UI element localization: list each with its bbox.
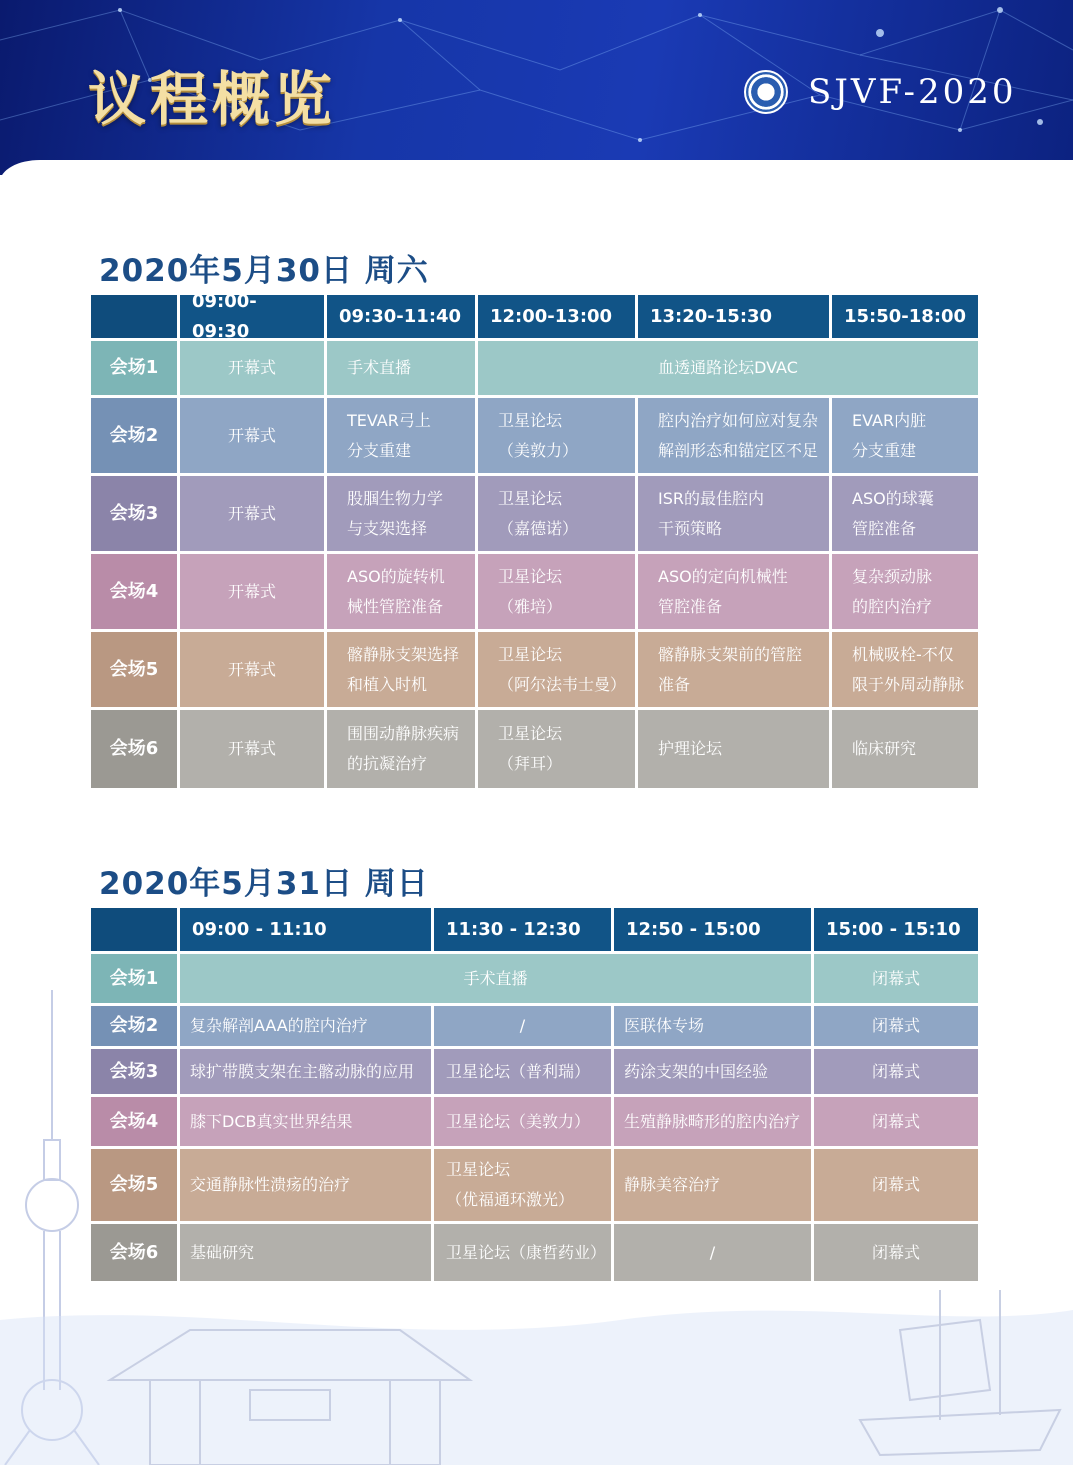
session-line: ASO的球囊 bbox=[852, 488, 934, 508]
session-cell bbox=[478, 710, 635, 788]
session-cell: 开幕式 bbox=[180, 341, 324, 395]
time-header: 13:20-15:30 bbox=[638, 295, 829, 338]
session-cell: 开幕式 bbox=[180, 476, 324, 551]
day2-schedule-table bbox=[91, 908, 978, 1281]
session-line: 械性管腔准备 bbox=[347, 596, 444, 616]
session-cell: 开幕式 bbox=[180, 710, 324, 788]
session-line: ISR的最佳腔内 bbox=[658, 488, 764, 508]
session-line: 管腔准备 bbox=[852, 518, 917, 538]
session-cell: 卫星论坛（普利瑞） bbox=[434, 1049, 611, 1094]
venue-label: 会场5 bbox=[91, 632, 177, 707]
session-cell: / bbox=[614, 1224, 811, 1281]
session-line: 管腔准备 bbox=[658, 596, 723, 616]
session-cell: 闭幕式 bbox=[814, 1224, 978, 1281]
venue-label: 会场4 bbox=[91, 1097, 177, 1146]
session-cell bbox=[832, 554, 978, 629]
session-cell bbox=[638, 476, 829, 551]
session-line: 卫星论坛 bbox=[446, 1160, 511, 1179]
header-corner bbox=[91, 295, 177, 338]
day1-schedule-table bbox=[91, 290, 978, 788]
session-cell bbox=[327, 476, 475, 551]
session-line: （拜耳） bbox=[498, 754, 563, 773]
session-cell bbox=[434, 1149, 611, 1221]
session-cell bbox=[832, 632, 978, 707]
session-cell bbox=[327, 554, 475, 629]
session-cell: / bbox=[434, 1006, 611, 1046]
session-line: 分支重建 bbox=[347, 440, 412, 460]
session-cell: 闭幕式 bbox=[814, 1097, 978, 1146]
page-title: 议程概览 bbox=[88, 65, 337, 133]
session-cell bbox=[638, 632, 829, 707]
session-line: 机械吸栓-不仅 bbox=[852, 644, 954, 664]
session-cell bbox=[638, 398, 829, 473]
venue-label: 会场2 bbox=[91, 1006, 177, 1046]
time-header: 11:30 - 12:30 bbox=[434, 908, 611, 951]
session-cell bbox=[478, 554, 635, 629]
session-cell: 开幕式 bbox=[180, 554, 324, 629]
session-line: 和植入时机 bbox=[347, 674, 428, 694]
session-line: ASO的定向机械性 bbox=[658, 566, 788, 586]
session-cell: 临床研究 bbox=[832, 710, 978, 788]
time-header: 15:50-18:00 bbox=[832, 295, 978, 338]
time-header: 12:00-13:00 bbox=[478, 295, 635, 338]
time-header: 09:00-09:30 bbox=[180, 295, 324, 338]
venue-label: 会场1 bbox=[91, 954, 177, 1003]
session-line: （雅培） bbox=[498, 596, 563, 616]
university-logo-icon bbox=[744, 70, 788, 114]
session-cell: 复杂解剖AAA的腔内治疗 bbox=[180, 1006, 431, 1046]
session-cell bbox=[638, 554, 829, 629]
session-line: EVAR内脏 bbox=[852, 410, 927, 430]
session-line: （阿尔法韦士曼） bbox=[498, 674, 627, 694]
venue-label: 会场3 bbox=[91, 476, 177, 551]
session-line: 髂静脉支架选择 bbox=[347, 644, 460, 664]
session-line: 分支重建 bbox=[852, 440, 917, 460]
session-line: 卫星论坛 bbox=[498, 566, 563, 586]
time-header: 12:50 - 15:00 bbox=[614, 908, 811, 951]
session-line: 准备 bbox=[658, 674, 691, 694]
session-cell: 开幕式 bbox=[180, 632, 324, 707]
session-line: （美敦力） bbox=[498, 440, 579, 460]
time-header: 09:00 - 11:10 bbox=[180, 908, 431, 951]
session-line: 的抗凝治疗 bbox=[347, 754, 428, 773]
banner-curve bbox=[0, 160, 1073, 175]
session-line: 股腘生物力学 bbox=[347, 488, 444, 508]
time-header: 09:30-11:40 bbox=[327, 295, 475, 338]
session-cell: 基础研究 bbox=[180, 1224, 431, 1281]
session-cell: 交通静脉性溃疡的治疗 bbox=[180, 1149, 431, 1221]
session-cell: 闭幕式 bbox=[814, 1049, 978, 1094]
session-cell bbox=[832, 476, 978, 551]
session-line: 髂静脉支架前的管腔 bbox=[658, 644, 803, 664]
session-cell: 医联体专场 bbox=[614, 1006, 811, 1046]
session-line: ASO的旋转机 bbox=[347, 566, 445, 586]
time-header: 15:00 - 15:10 bbox=[814, 908, 978, 951]
brand-text: SJVF-2020 bbox=[808, 72, 1017, 112]
session-line: 卫星论坛 bbox=[498, 410, 563, 430]
session-cell: 闭幕式 bbox=[814, 954, 978, 1003]
session-line: 围围动静脉疾病 bbox=[347, 724, 460, 743]
session-line: 干预策略 bbox=[658, 518, 723, 538]
session-line: （优福通环激光） bbox=[446, 1190, 575, 1209]
session-cell bbox=[478, 398, 635, 473]
session-cell: 膝下DCB真实世界结果 bbox=[180, 1097, 431, 1146]
session-line: 与支架选择 bbox=[347, 518, 428, 538]
venue-label: 会场4 bbox=[91, 554, 177, 629]
session-cell bbox=[478, 632, 635, 707]
campus-gate-and-ship-illustration bbox=[0, 1290, 1073, 1465]
session-cell bbox=[327, 710, 475, 788]
session-cell: 卫星论坛（美敦力） bbox=[434, 1097, 611, 1146]
session-line: 卫星论坛 bbox=[498, 488, 563, 508]
venue-label: 会场6 bbox=[91, 1224, 177, 1281]
header-banner bbox=[0, 0, 1073, 175]
venue-label: 会场3 bbox=[91, 1049, 177, 1094]
session-cell bbox=[327, 632, 475, 707]
session-line: 的腔内治疗 bbox=[852, 596, 933, 616]
session-cell bbox=[478, 476, 635, 551]
session-line: 卫星论坛 bbox=[498, 724, 563, 743]
session-line: 腔内治疗如何应对复杂 bbox=[658, 410, 819, 430]
session-cell-span: 手术直播 bbox=[180, 954, 811, 1003]
day1-date-heading: 2020年5月30日 周六 bbox=[99, 253, 429, 289]
session-line: （嘉德诺） bbox=[498, 518, 579, 538]
session-cell: 生殖静脉畸形的腔内治疗 bbox=[614, 1097, 811, 1146]
session-cell: 开幕式 bbox=[180, 398, 324, 473]
venue-label: 会场5 bbox=[91, 1149, 177, 1221]
venue-label: 会场1 bbox=[91, 341, 177, 395]
session-line: 解剖形态和锚定区不足 bbox=[658, 440, 819, 460]
session-line: 卫星论坛 bbox=[498, 644, 563, 664]
session-cell: 手术直播 bbox=[327, 341, 475, 395]
session-cell: 闭幕式 bbox=[814, 1149, 978, 1221]
session-line: TEVAR弓上 bbox=[347, 410, 431, 430]
header-corner bbox=[91, 908, 177, 951]
session-cell bbox=[832, 398, 978, 473]
session-cell-span: 血透通路论坛DVAC bbox=[478, 341, 978, 395]
day2-date-heading: 2020年5月31日 周日 bbox=[99, 866, 429, 902]
venue-label: 会场6 bbox=[91, 710, 177, 788]
brand bbox=[744, 70, 1017, 114]
session-cell: 卫星论坛（康哲药业） bbox=[434, 1224, 611, 1281]
session-cell bbox=[327, 398, 475, 473]
session-cell: 球扩带膜支架在主髂动脉的应用 bbox=[180, 1049, 431, 1094]
session-cell: 药涂支架的中国经验 bbox=[614, 1049, 811, 1094]
venue-label: 会场2 bbox=[91, 398, 177, 473]
session-cell: 静脉美容治疗 bbox=[614, 1149, 811, 1221]
session-line: 复杂颈动脉 bbox=[852, 566, 933, 586]
session-line: 限于外周动静脉 bbox=[852, 674, 965, 694]
session-cell: 护理论坛 bbox=[638, 710, 829, 788]
session-cell: 闭幕式 bbox=[814, 1006, 978, 1046]
